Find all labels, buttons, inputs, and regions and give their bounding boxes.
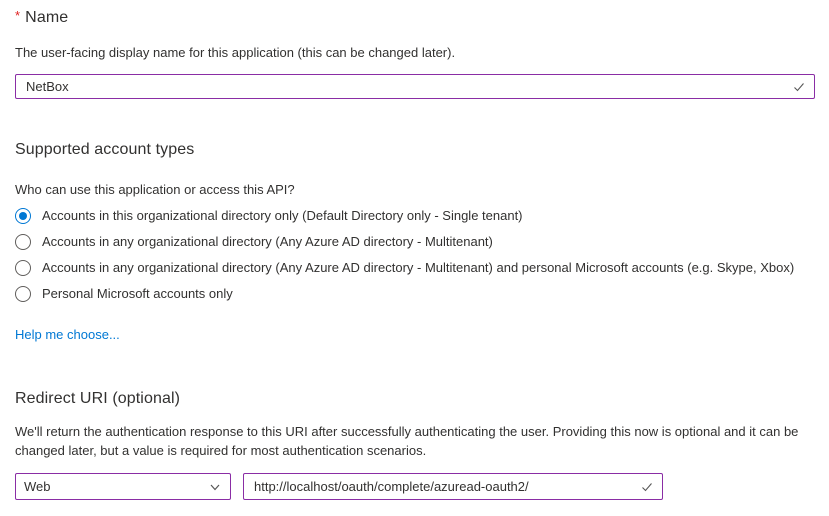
redirect-uri-input-container [243, 473, 663, 500]
radio-option-single-tenant[interactable] [15, 207, 794, 224]
check-icon [792, 80, 806, 94]
radio-option-label: Accounts in this organizational directory only (Default Directory only - Single tenant) [42, 208, 523, 223]
account-types-question: Who can use this application or access this API? [15, 182, 295, 197]
redirect-uri-input[interactable] [244, 474, 640, 499]
name-input-container [15, 74, 815, 99]
platform-selected-value: Web [24, 479, 51, 494]
redirect-uri-description: We'll return the authentication response to this URI after successfully authenticating the user. Providing this now is optional and it can be changed later, but a value is required for most authentication scenarios. [15, 424, 799, 458]
radio-option-label: Personal Microsoft accounts only [42, 286, 233, 301]
chevron-down-icon [208, 480, 222, 494]
required-asterisk: * [15, 8, 21, 23]
radio-option-personal-only[interactable] [15, 285, 794, 302]
supported-account-types-heading: Supported account types [15, 141, 195, 158]
help-me-choose-link[interactable]: Help me choose... [15, 327, 120, 342]
radio-option-label: Accounts in any organizational directory (Any Azure AD directory - Multitenant) [42, 234, 493, 249]
radio-option-label: Accounts in any organizational directory (Any Azure AD directory - Multitenant) and personal Microsoft accounts (e.g. Skype, Xbox) [42, 260, 795, 275]
account-types-radio-group [15, 207, 794, 311]
name-description: The user-facing display name for this application (this can be changed later). [15, 45, 456, 60]
platform-select[interactable] [15, 473, 231, 500]
radio-button-icon[interactable] [15, 234, 31, 250]
check-icon [640, 480, 654, 494]
radio-button-icon[interactable] [15, 208, 31, 224]
name-section-heading [15, 9, 68, 27]
radio-option-multitenant-personal[interactable] [15, 259, 794, 276]
redirect-uri-heading: Redirect URI (optional) [15, 390, 181, 407]
radio-button-icon[interactable] [15, 286, 31, 302]
radio-button-icon[interactable] [15, 260, 31, 276]
name-heading-text: Name [25, 9, 69, 26]
name-input[interactable] [16, 75, 792, 98]
radio-option-multitenant[interactable] [15, 233, 794, 250]
